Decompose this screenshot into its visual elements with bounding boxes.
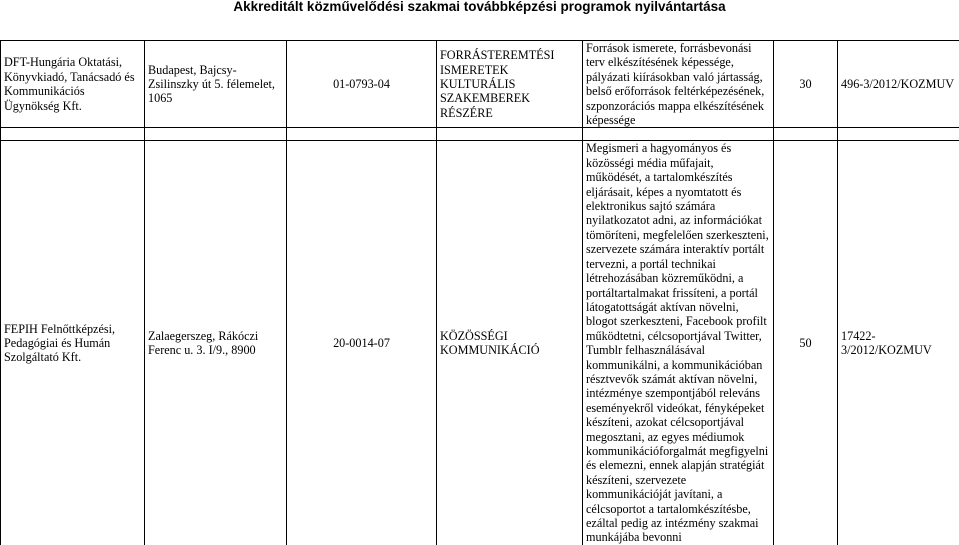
address-cell: Zalaegerszeg, Rákóczi Ferenc u. 3. I/9., 8900 <box>145 141 287 545</box>
table-row <box>1 41 959 128</box>
hours-cell: 30 <box>774 41 838 128</box>
org-cell: FEPIH Felnőttképzési, Pedagógiai és Humán Szolgáltató Kft. <box>1 141 145 545</box>
row-separator <box>1 128 959 141</box>
description-cell: Megismeri a hagyományos és közösségi média műfajait, működését, a tartalomkészítés eljárásait, képes a nyomtatott és elektronikus sajtó számára nyilatkozatot adni, az információkat tömöríteni, megfelelően szerkeszteni, szervezete számára interaktív portált tervezni, a portál technikai létrehozásában közreműködni, a portáltartalmakat frissíteni, a portál látogatottságát aktívan növelni, blogot szerkeszteni, Facebook profilt működtetni, célcsoportjával Twitter, Tumblr felhasználásával kommunikálni, a kommunikációban résztvevők számát aktívan növelni, intézménye szempontjából releváns eseményekről videókat, fényképeket készíteni, azokat célcsoportjával megosztani, az egyes médiumok kommunikációforgalmát megfigyelni és elemezni, ennek alapján stratégiát készíteni, szervezete kommunikációját javítani, a célcsoportot a tartalomkészítésbe, ezáltal pedig az intézmény szakmai munkájába bevonni <box>583 141 774 545</box>
description-cell: Források ismerete, forrásbevonási terv elkészítésének képessége, pályázati kiírásokban való jártasság, belső erőforrások feltérképezésének, szponzorációs mappa elkészítésének képessége <box>583 41 774 128</box>
registration-cell: 17422-3/2012/KOZMUV <box>838 141 959 545</box>
program-name-cell: KÖZÖSSÉGI KOMMUNIKÁCIÓ <box>437 141 583 545</box>
address-cell: Budapest, Bajcsy-Zsilinszky út 5. félemelet, 1065 <box>145 41 287 128</box>
code-cell: 20-0014-07 <box>287 141 437 545</box>
program-name-cell: FORRÁSTEREMTÉSI ISMERETEK KULTURÁLIS SZAKEMBEREK RÉSZÉRE <box>437 41 583 128</box>
org-cell: DFT-Hungária Oktatási, Könyvkiadó, Tanácsadó és Kommunikációs Ügynökség Kft. <box>1 41 145 128</box>
registration-cell: 496-3/2012/KOZMUV <box>838 41 959 128</box>
hours-cell: 50 <box>774 141 838 545</box>
page-title: Akkreditált közművelődési szakmai továbbképzési programok nyilvántartása <box>0 0 959 14</box>
code-cell: 01-0793-04 <box>287 41 437 128</box>
registry-table <box>0 40 959 545</box>
table-row <box>1 141 959 545</box>
